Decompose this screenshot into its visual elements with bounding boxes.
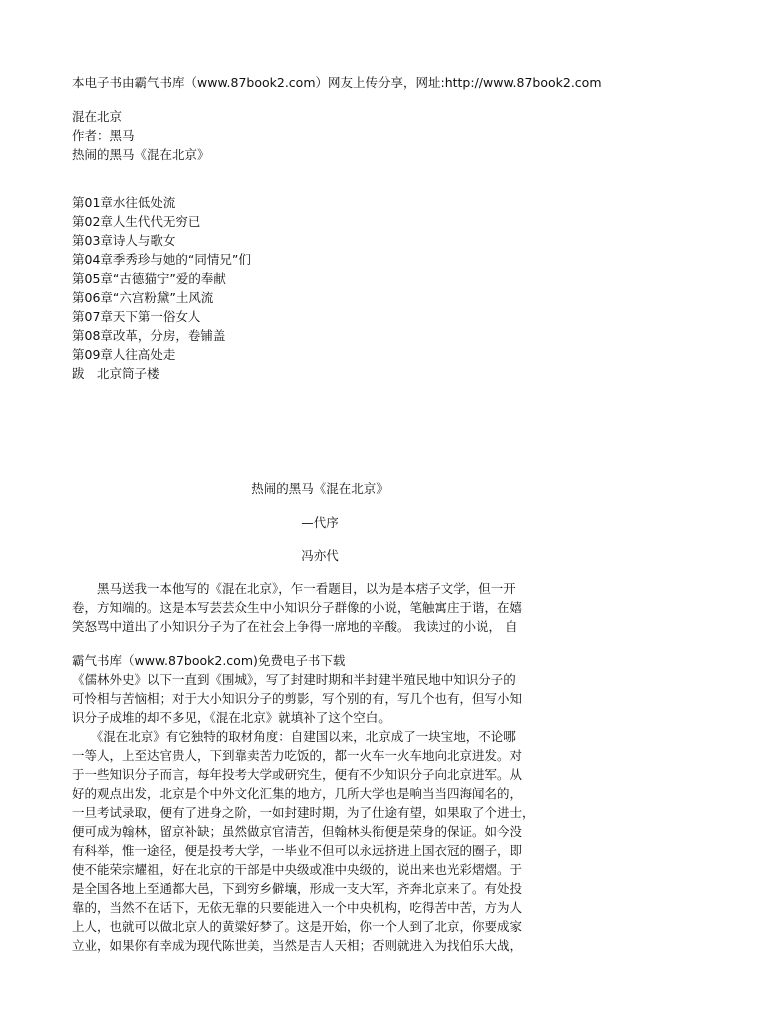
toc-item[interactable]: 第01章水往低处流 [72, 195, 176, 210]
text-line: 卷，方知端的。这是本写芸芸众生中小知识分子群像的小说，笔触寓庄于谐，在嬉 [72, 600, 523, 615]
book-subtitle: 热闹的黑马《混在北京》 [72, 147, 210, 162]
preface-title: 热闹的黑马《混在北京》 [251, 481, 389, 496]
preface-paragraph-3 [72, 727, 535, 955]
text-line: 《儒林外史》以下一直到《围城》，写了封建时期和半封建半殖民地中知识分子的 [72, 672, 516, 687]
toc-item[interactable]: 第03章诗人与歌女 [72, 233, 176, 248]
text-line: 笑怒骂中道出了小知识分子为了在社会上争得一席地的辛酸。 我读过的小说， 自 [72, 619, 518, 634]
text-line: 立业，如果你有幸成为现代陈世美，当然是吉人天相；否则就进入为找伯乐大战， [72, 938, 523, 953]
download-line: 霸气书库（www.87book2.com)免费电子书下载 [72, 653, 346, 668]
text-line: 《混在北京》有它独特的取材角度：自建国以来，北京成了一块宝地，不论哪 [72, 729, 516, 744]
toc-item[interactable]: 第09章人往高处走 [72, 347, 176, 362]
preface-paragraph-2 [72, 670, 530, 727]
text-line: 使不能荣宗耀祖，好在北京的干部是中央级或准中央级的，说出来也光彩熠熠。于 [72, 862, 523, 877]
text-line: 一等人，上至达官贵人，下到靠卖苦力吃饭的，都一火车一火车地向北京进发。对 [72, 748, 523, 763]
text-line: 识分子成堆的却不多见，《混在北京》就填补了这个空白。 [72, 710, 391, 725]
toc-item[interactable]: 第04章季秀珍与她的“同情兄”们 [72, 252, 251, 267]
toc-item[interactable]: 第08章改革，分房，卷铺盖 [72, 328, 226, 343]
toc-item[interactable]: 跋 北京筒子楼 [72, 366, 160, 381]
preface-author: 冯亦代 [301, 548, 339, 563]
text-line: 是全国各地上至通都大邑，下到穷乡僻壤，形成一支大军，齐奔北京来了。有处投 [72, 881, 523, 896]
toc-item[interactable]: 第02章人生代代无穷已 [72, 214, 201, 229]
source-line: 本电子书由霸气书库（www.87book2.com）网友上传分享，网址:http://www.87book2.com [72, 75, 602, 90]
preface-paragraph-1 [72, 579, 530, 636]
toc-item[interactable]: 第05章“古德猫宁”爱的奉献 [72, 271, 226, 286]
text-line: 好的观点出发，北京是个中外文化汇集的地方，几所大学也是响当当四海闻名的， [72, 786, 523, 801]
text-line: 一旦考试录取，便有了进身之阶，一如封建时期，为了仕途有望，如果取了个进士， [72, 805, 535, 820]
text-line: 可怜相与苦恼相；对于大小知识分子的剪影，写个别的有，写几个也有，但写小知 [72, 691, 523, 706]
text-line: 有科举，惟一途径，便是投考大学，一毕业不但可以永远挤进上国衣冠的圈子，即 [72, 843, 523, 858]
book-author: 作者：黑马 [72, 128, 135, 143]
text-line: 于一些知识分子而言，每年投考大学或研究生，便有不少知识分子向北京进军。从 [72, 767, 523, 782]
text-line: 靠的，当然不在话下，无依无靠的只要能进入一个中央机构，吃得苦中苦，方为人 [72, 900, 523, 915]
preface-subtitle: —代序 [301, 515, 339, 530]
toc-item[interactable]: 第07章天下第一俗女人 [72, 309, 201, 324]
book-title: 混在北京 [72, 109, 123, 124]
toc-item[interactable]: 第06章“六宫粉黛”土风流 [72, 290, 214, 305]
text-line: 上人，也就可以做北京人的黄粱好梦了。这是开始，你一个人到了北京，你要成家 [72, 919, 523, 934]
text-line: 便可成为翰林，留京补缺；虽然做京官清苦，但翰林头衔便是荣身的保证。如今没 [72, 824, 523, 839]
text-line: 黑马送我一本他写的《混在北京》，乍一看题目，以为是本痞子文学，但一开 [72, 581, 516, 596]
